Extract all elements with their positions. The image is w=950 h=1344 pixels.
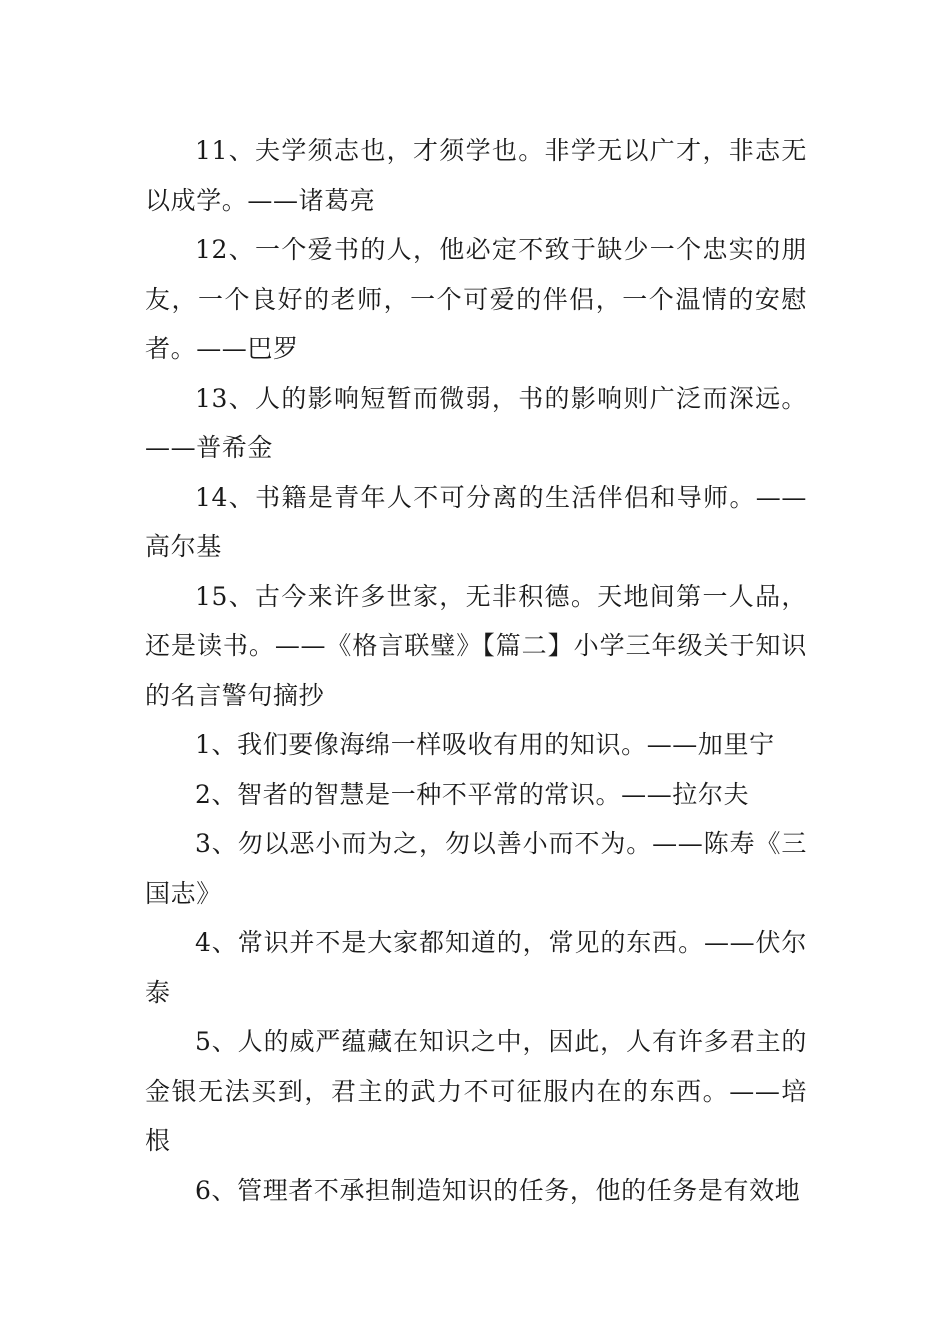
document-page (145, 126, 807, 1215)
quote-paragraph-6: 6、管理者不承担制造知识的任务，他的任务是有效地 (195, 1175, 801, 1205)
quote-paragraph-12: 12、一个爱书的人，他必定不致于缺少一个忠实的朋友，一个良好的老师，一个可爱的伴侣，一个温情的安慰者。——巴罗 (145, 235, 807, 363)
quote-paragraph-15: 15、古今来许多世家，无非积德。天地间第一人品，还是读书。——《格言联璧》【篇二】小学三年级关于知识的名言警句摘抄 (145, 581, 807, 710)
quote-paragraph-14: 14、书籍是青年人不可分离的生活伴侣和导师。——高尔基 (145, 482, 807, 561)
quote-paragraph-4: 4、常识并不是大家都知道的，常见的东西。——伏尔泰 (145, 928, 807, 1007)
quote-paragraph-2: 2、智者的智慧是一种不平常的常识。——拉尔夫 (195, 779, 750, 809)
quote-paragraph-11: 11、夫学须志也，才须学也。非学无以广才，非志无以成学。——诸葛亮 (145, 136, 807, 215)
quote-paragraph-3: 3、勿以恶小而为之，勿以善小而不为。——陈寿《三国志》 (145, 829, 807, 908)
quote-paragraph-5: 5、人的威严蕴藏在知识之中，因此，人有许多君主的金银无法买到，君主的武力不可征服内在的东西。——培根 (145, 1027, 807, 1155)
quote-paragraph-13: 13、人的影响短暂而微弱，书的影响则广泛而深远。——普希金 (145, 383, 807, 462)
quote-paragraph-1: 1、我们要像海绵一样吸收有用的知识。——加里宁 (195, 730, 775, 759)
